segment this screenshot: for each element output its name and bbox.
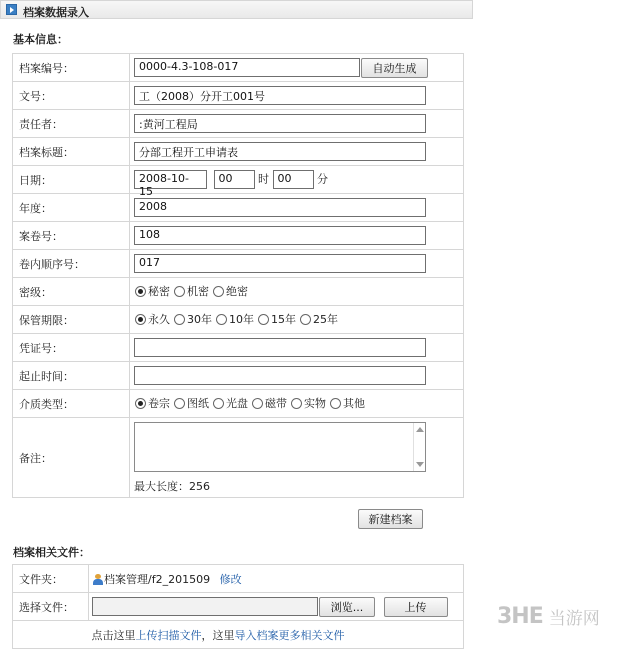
- modify-folder-link[interactable]: 修改: [219, 572, 242, 586]
- site-watermark: [497, 604, 600, 629]
- doc-no-input[interactable]: 工（2008）分开工001号: [134, 86, 426, 105]
- volume-no-input[interactable]: 108: [134, 226, 426, 245]
- upload-scan-link[interactable]: 上传扫描文件: [135, 628, 202, 642]
- row-archive-no: [13, 54, 464, 82]
- radio-checked-icon[interactable]: [135, 286, 146, 297]
- radio-checked-icon[interactable]: [135, 398, 146, 409]
- radio-checked-icon[interactable]: [135, 314, 146, 325]
- radio-unchecked-icon[interactable]: [216, 314, 227, 325]
- user-folder-icon: [93, 574, 103, 585]
- row-date: [13, 166, 464, 194]
- browse-button[interactable]: 浏览...: [319, 597, 375, 617]
- row-archive-title: [13, 138, 464, 166]
- arrow-right-icon: [6, 4, 17, 15]
- page-title-bar: [0, 0, 473, 19]
- page-title: 档案数据录入: [23, 6, 89, 19]
- retention-label: 保管期限：: [13, 306, 130, 334]
- scroll-up-icon[interactable]: [416, 427, 424, 432]
- media-option-physical[interactable]: 实物: [291, 395, 326, 411]
- media-option-disc[interactable]: 光盘: [213, 395, 248, 411]
- row-period: [13, 362, 464, 390]
- row-doc-no: [13, 82, 464, 110]
- related-files-table: [12, 564, 464, 649]
- retention-option-15y[interactable]: 15年: [258, 311, 296, 327]
- radio-unchecked-icon[interactable]: [213, 398, 224, 409]
- seq-no-label: 卷内顺序号：: [13, 250, 130, 278]
- radio-unchecked-icon[interactable]: [330, 398, 341, 409]
- retention-radio-group: [135, 311, 342, 327]
- related-files-heading: 档案相关文件：: [13, 546, 90, 559]
- volume-no-label: 案卷号：: [13, 222, 130, 250]
- row-retention: [13, 306, 464, 334]
- row-volume-no: [13, 222, 464, 250]
- notes-textarea[interactable]: [134, 422, 426, 472]
- row-security: [13, 278, 464, 306]
- archive-title-label: 档案标题：: [13, 138, 130, 166]
- media-option-dossier[interactable]: 卷宗: [135, 395, 170, 411]
- year-label: 年度：: [13, 194, 130, 222]
- media-option-drawing[interactable]: 图纸: [174, 395, 209, 411]
- folder-path: 档案管理/f2_201509: [104, 572, 211, 586]
- security-radio-group: [135, 283, 252, 299]
- retention-option-30y[interactable]: 30年: [174, 311, 212, 327]
- media-option-tape[interactable]: 磁带: [252, 395, 287, 411]
- watermark-text: 当游网: [548, 609, 600, 629]
- radio-unchecked-icon[interactable]: [252, 398, 263, 409]
- security-option-top-secret[interactable]: 绝密: [213, 283, 248, 299]
- security-option-confidential[interactable]: 机密: [174, 283, 209, 299]
- folder-label: 文件夹：: [13, 565, 89, 593]
- archive-title-input[interactable]: 分部工程开工申请表: [134, 142, 426, 161]
- date-label: 日期：: [13, 166, 130, 194]
- row-media-type: [13, 390, 464, 418]
- row-seq-no: [13, 250, 464, 278]
- radio-unchecked-icon[interactable]: [174, 398, 185, 409]
- row-folder: [13, 565, 464, 593]
- seq-no-input[interactable]: 017: [134, 254, 426, 273]
- retention-option-10y[interactable]: 10年: [216, 311, 254, 327]
- date-input[interactable]: 2008-10-15: [134, 170, 207, 189]
- row-responsible: [13, 110, 464, 138]
- radio-unchecked-icon[interactable]: [174, 314, 185, 325]
- hour-input[interactable]: 00: [214, 170, 255, 189]
- watermark-logo: 3HE: [497, 604, 543, 629]
- voucher-no-input[interactable]: [134, 338, 426, 357]
- period-label: 起止时间：: [13, 362, 130, 390]
- row-choose-file: [13, 593, 464, 621]
- notes-max-length: 最大长度：256: [134, 479, 210, 493]
- upload-button[interactable]: 上传: [384, 597, 448, 617]
- radio-unchecked-icon[interactable]: [258, 314, 269, 325]
- file-path-input[interactable]: [92, 597, 318, 616]
- year-input[interactable]: 2008: [134, 198, 426, 217]
- archive-no-label: 档案编号：: [13, 54, 130, 82]
- minute-unit: 分: [317, 172, 328, 186]
- archive-no-input[interactable]: 0000-4.3-108-017: [134, 58, 360, 77]
- row-upload-hints: 点击这里上传扫描文件，这里导入档案更多相关文件: [13, 621, 464, 649]
- retention-option-25y[interactable]: 25年: [300, 311, 338, 327]
- radio-unchecked-icon[interactable]: [174, 286, 185, 297]
- hour-unit: 时: [258, 172, 269, 186]
- media-type-label: 介质类型：: [13, 390, 130, 418]
- doc-no-label: 文号：: [13, 82, 130, 110]
- radio-unchecked-icon[interactable]: [291, 398, 302, 409]
- responsible-label: 责任者：: [13, 110, 130, 138]
- radio-unchecked-icon[interactable]: [213, 286, 224, 297]
- minute-input[interactable]: 00: [273, 170, 314, 189]
- auto-generate-button[interactable]: 自动生成: [361, 58, 428, 78]
- voucher-no-label: 凭证号：: [13, 334, 130, 362]
- choose-file-label: 选择文件：: [13, 593, 89, 621]
- security-label: 密级：: [13, 278, 130, 306]
- media-type-radio-group: [135, 395, 369, 411]
- row-notes: [13, 418, 464, 498]
- create-archive-button[interactable]: 新建档案: [358, 509, 423, 529]
- period-input[interactable]: [134, 366, 426, 385]
- security-option-secret[interactable]: 秘密: [135, 283, 170, 299]
- row-voucher-no: [13, 334, 464, 362]
- notes-scrollbar[interactable]: [413, 423, 425, 471]
- basic-info-form: [12, 53, 464, 498]
- retention-option-permanent[interactable]: 永久: [135, 311, 170, 327]
- basic-info-heading: 基本信息：: [13, 33, 68, 46]
- scroll-down-icon[interactable]: [416, 462, 424, 467]
- notes-label: 备注：: [13, 418, 130, 498]
- radio-unchecked-icon[interactable]: [300, 314, 311, 325]
- import-more-files-link[interactable]: 导入档案更多相关文件: [234, 628, 345, 642]
- media-option-other[interactable]: 其他: [330, 395, 365, 411]
- row-year: [13, 194, 464, 222]
- responsible-input[interactable]: :黄河工程局: [134, 114, 426, 133]
